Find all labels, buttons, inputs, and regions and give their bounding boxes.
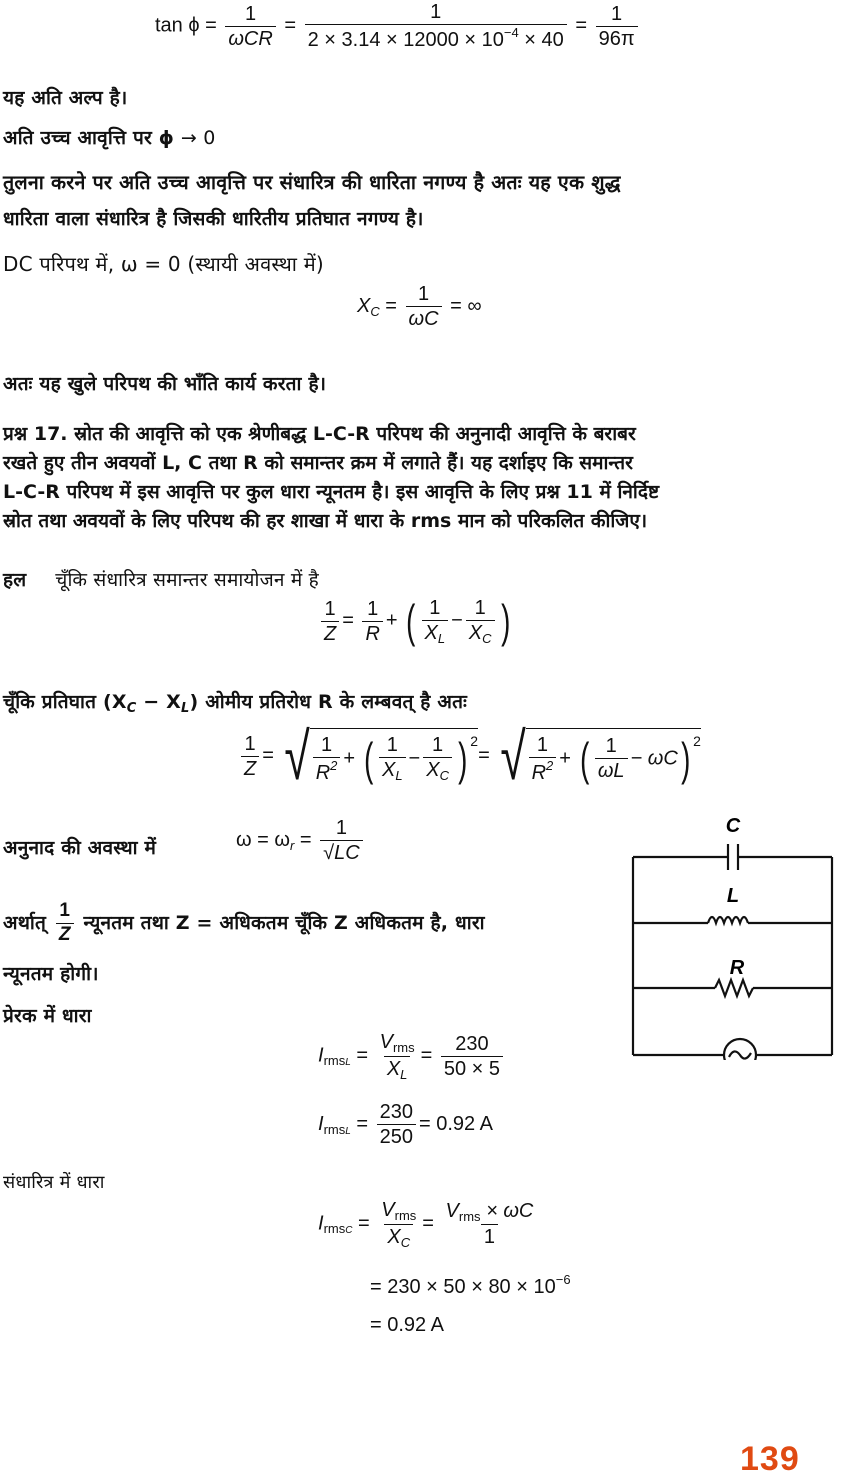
tan-phi-lhs: tan ϕ = xyxy=(155,14,217,37)
fraction: $\frac{1}{Z}$ xyxy=(56,900,74,947)
capacitor-result-line: = 0.92 A xyxy=(370,1314,444,1336)
inductor-current-equation-1: $I_{rmsL}$ = $\frac{V_{rms}}{X_L}$ = $\frac{230}{50 \times 5}$ xyxy=(318,1030,506,1082)
parallel-lcr-circuit-diagram xyxy=(625,812,850,1060)
tan-phi-equation: tan ϕ = $\frac{1}{\text{ωCR}}$ = $\frac{1}{2 \times 3.14 \times 12000 \times 10^{-4} \times 40}$ = $\frac{1}{96\pi}$ xyxy=(155,0,641,52)
fraction: $\frac{1}{\text{ωCR}}$ xyxy=(225,2,275,51)
fraction: $\frac{1}{X_L}$ xyxy=(422,596,449,647)
fraction: $\frac{1}{√LC}$ xyxy=(320,816,363,865)
fraction: $\frac{230}{250}$ xyxy=(377,1100,416,1149)
fraction: $\frac{1}{R}$ xyxy=(362,597,382,646)
text-line: धारिता वाला संधारित्र है जिसकी धारितीय प्रतिघात नगण्य है। xyxy=(3,208,424,230)
capacitor-current-equation: $I_{rmsC}$ = $\frac{V_{rms}}{X_C}$ = $\frac{V_{rms} \times \omega C}{1}$ xyxy=(318,1198,539,1250)
inductor-label: L xyxy=(726,885,740,907)
question-17 xyxy=(3,420,848,536)
text-line: न्यूनतम होगी। xyxy=(3,963,99,985)
page-number: 139 xyxy=(740,1440,800,1478)
xc-equation: $X_C$ = $\frac{1}{\omega C}$ = ∞ xyxy=(357,283,482,330)
fraction: $\frac{1}{R^2}$ xyxy=(313,733,341,785)
text-line: अनुनाद की अवस्था में xyxy=(3,837,157,859)
fraction: $\frac{V_{rms} \times \omega C}{1}$ xyxy=(445,1199,534,1249)
text-line: अति उच्च आवृत्ति पर ϕ → 0 xyxy=(3,127,216,149)
text-line: यह अति अल्प है। xyxy=(3,87,128,109)
resistor-label: R xyxy=(729,957,745,979)
question-line: L-C-R परिपथ में इस आवृत्ति पर कुल धारा न्यूनतम है। इस आवृत्ति के लिए प्रश्न 11 में निर्दिष्ट xyxy=(3,481,660,503)
question-line: स्रोत तथा अवयवों के लिए परिपथ की हर शाखा में धारा के rms मान को परिकलित कीजिए। xyxy=(3,510,648,532)
capacitor-calc-line: = $230 \times 50 \times 80 \times 10^{-6}$ xyxy=(370,1272,571,1298)
fraction: $\frac{1}{X_C}$ xyxy=(423,733,452,784)
fraction: $\frac{1}{2 \times 3.14 \times 12000 \times 10^{-4} \times 40}$ xyxy=(305,0,567,52)
fraction: $\frac{V_{rms}}{X_L}$ xyxy=(379,1031,415,1082)
fraction: $\frac{1}{X_L}$ xyxy=(379,733,406,784)
capacitor-label: C xyxy=(725,815,741,837)
text-line: अतः यह खुले परिपथ की भाँति कार्य करता है। xyxy=(3,373,327,395)
question-line: रखते हुए तीन अवयवों L, C तथा R को समान्तर क्रम में लगाते हैं। यह दर्शाइए कि समान्तर xyxy=(3,452,633,474)
fraction: $\frac{1}{Z}$ xyxy=(241,732,259,781)
text-line: संधारित्र में धारा xyxy=(3,1172,105,1193)
impedance-root-equation: $\frac{1}{Z}$ = √ $\frac{1}{R^2}$ + ( $\frac{1}{X_L}$ − $\frac{1}{X_C}$ ) $^2$= √ $\frac{1}{R^2}$ + ( $\frac{1}{\omega L}$ − ωC) $^2$ xyxy=(238,718,701,794)
inductor-current-equation-2: $I_{rmsL}$ = $\frac{230}{250}$ = 0.92 A xyxy=(318,1101,493,1148)
question-line: प्रश्न 17. स्रोत की आवृत्ति को एक श्रेणीबद्ध L-C-R परिपथ की अनुनादी आवृत्ति के बराबर xyxy=(3,423,636,445)
fraction: $\frac{1}{R^2}$ xyxy=(529,733,557,785)
fraction: $\frac{230}{50 \times 5}$ xyxy=(441,1032,503,1081)
text-line: चूँकि प्रतिघात $(X_C - X_L)$ ओमीय प्रतिरोध R के लम्बवत् है अतः xyxy=(3,691,467,716)
fraction: $\frac{1}{Z}$ xyxy=(321,597,339,646)
solution-line: हल चूँकि संधारित्र समान्तर समायोजन में है xyxy=(3,569,319,591)
text-line: प्रेरक में धारा xyxy=(3,1005,92,1027)
text-line: तुलना करने पर अति उच्च आवृत्ति पर संधारित्र की धारिता नगण्य है अतः यह एक शुद्ध xyxy=(3,171,621,194)
text-line: DC परिपथ में, ω = 0 (स्थायी अवस्था में) xyxy=(3,252,324,276)
text-line: अर्थात् $\frac{1}{Z}$ न्यूनतम तथा Z = अधिकतम चूँकि Z अधिकतम है, धारा xyxy=(3,900,485,945)
fraction: $\frac{1}{\omega L}$ xyxy=(595,734,628,783)
fraction: $\frac{V_{rms}}{X_C}$ xyxy=(381,1199,417,1250)
square-root: √ $\frac{1}{R^2}$ + ( $\frac{1}{X_L}$ − $\frac{1}{X_C}$ ) $^2$ xyxy=(284,719,479,793)
solution-label: हल xyxy=(3,569,27,591)
fraction: $\frac{1}{96\pi}$ xyxy=(596,2,638,51)
parallel-impedance-equation: $\frac{1}{Z}$ = $\frac{1}{R}$ + ( $\frac{1}{X_L}$ − $\frac{1}{X_C}$ ) xyxy=(318,596,513,647)
fraction: $\frac{1}{\omega C}$ xyxy=(406,282,442,331)
fraction: $\frac{1}{X_C}$ xyxy=(466,596,495,647)
square-root: √ $\frac{1}{R^2}$ + ( $\frac{1}{\omega L}$ − ωC) $^2$ xyxy=(500,719,701,793)
resonance-equation: $\omega = \omega_r$ = $\frac{1}{√LC}$ xyxy=(236,816,366,865)
